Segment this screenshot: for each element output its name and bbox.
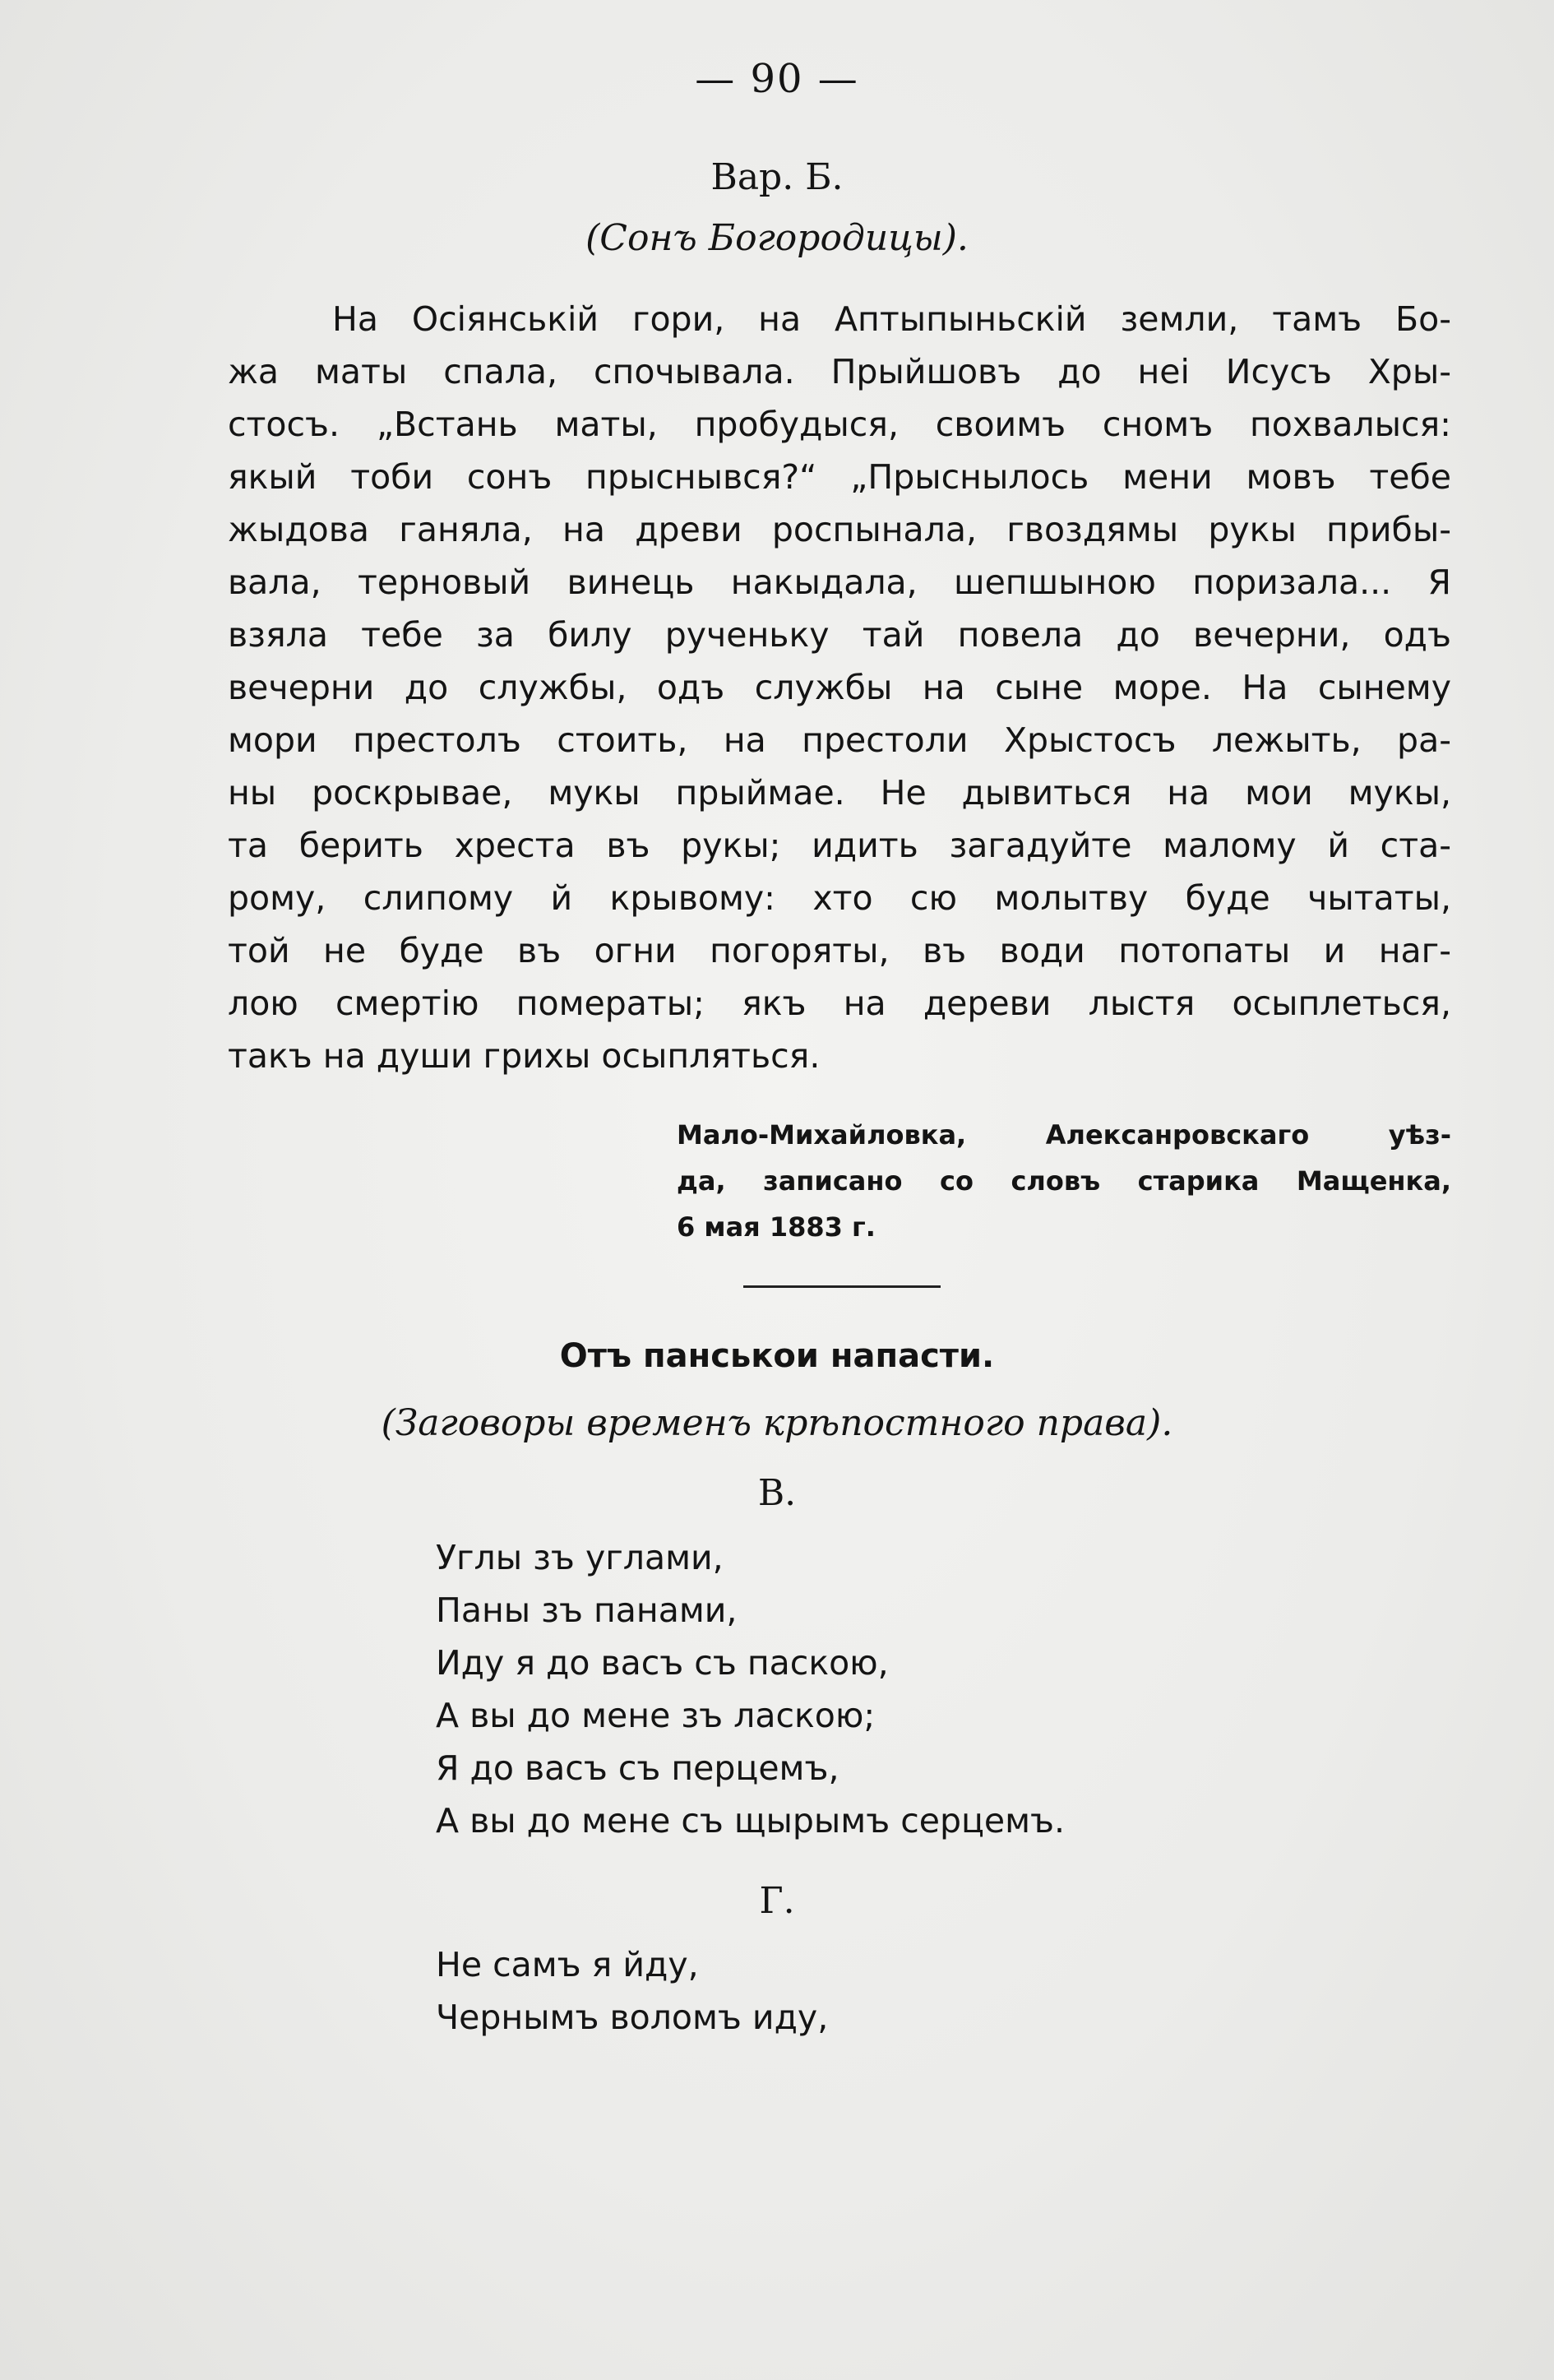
section-title: Отъ панськои напасти. [559, 1337, 995, 1375]
verse-line: Иду я до васъ съ паскою, [436, 1643, 889, 1683]
verse-line: Я до васъ съ перцемъ, [436, 1748, 839, 1788]
verse-line: Углы зъ углами, [436, 1538, 724, 1577]
section-subtitle: (Сонъ Богородицы). [585, 217, 969, 259]
variant-heading-g: Г. [759, 1880, 795, 1922]
prose-line: вала, терновый винець накыдала, шепшыною поризала... Я [228, 563, 1451, 602]
verse-line: А вы до мене съ щырымъ серцемъ. [436, 1801, 1066, 1841]
verse-line: Не самъ я йду, [436, 1945, 699, 1984]
section-subtitle-2: (Заговоры временъ крѣпостного права). [381, 1402, 1173, 1444]
prose-line: такъ на души грихы осыпляться. [228, 1036, 821, 1076]
prose-line: вечерни до службы, одъ службы на сыне море. На сынему [228, 668, 1451, 707]
prose-line: якый тоби сонъ прыснывся?“ „Прыснылось мени мовъ тебе [228, 457, 1451, 497]
verse-line: Чернымъ воломъ иду, [436, 1998, 829, 2037]
note-line: Мало-Михайловка, Алексанровскаго уѣз- [677, 1119, 1451, 1151]
prose-line: та берить хреста въ рукы; идить загадуйте малому й ста- [228, 826, 1451, 865]
page-number: — 90 — [695, 56, 859, 102]
prose-line: жа маты спала, спочывала. Прыйшовъ до неі Исусъ Хры- [228, 352, 1451, 391]
verse-line: Паны зъ панами, [436, 1591, 738, 1630]
variant-heading-b: Вар. Б. [710, 156, 844, 198]
prose-line: рому, слипому й крывому: хто сю молытву буде чытаты, [228, 878, 1451, 918]
prose-line: На Осіянській гори, на Аптыпыньскій земли, тамъ Бо- [332, 299, 1451, 339]
section-divider [743, 1285, 941, 1288]
prose-line: взяла тебе за билу ручeньку тай повела до вечерни, одъ [228, 615, 1451, 655]
prose-line: лою смертію помераты; якъ на дереви лыстя осыплеться, [228, 984, 1451, 1023]
prose-line: мори престолъ стоить, на престоли Хрыстосъ лежыть, ра- [228, 720, 1451, 760]
note-line: да, записано со словъ старика Мащенка, [677, 1165, 1451, 1197]
variant-heading-v: В. [757, 1472, 797, 1514]
prose-line: той не буде въ огни погоряты, въ води потопаты и наг- [228, 931, 1451, 970]
prose-line: жыдова ганяла, на древи роспынала, гвоздямы рукы прибы- [228, 510, 1451, 549]
verse-line: А вы до мене зъ ласкою; [436, 1696, 876, 1735]
note-line: 6 мая 1883 г. [677, 1211, 876, 1243]
prose-line: стосъ. „Встань маты, пробудыся, своимъ сномъ похвалыся: [228, 405, 1451, 444]
prose-line: ны роскрывае, мукы прыймае. Не дывиться на мои мукы, [228, 773, 1451, 813]
